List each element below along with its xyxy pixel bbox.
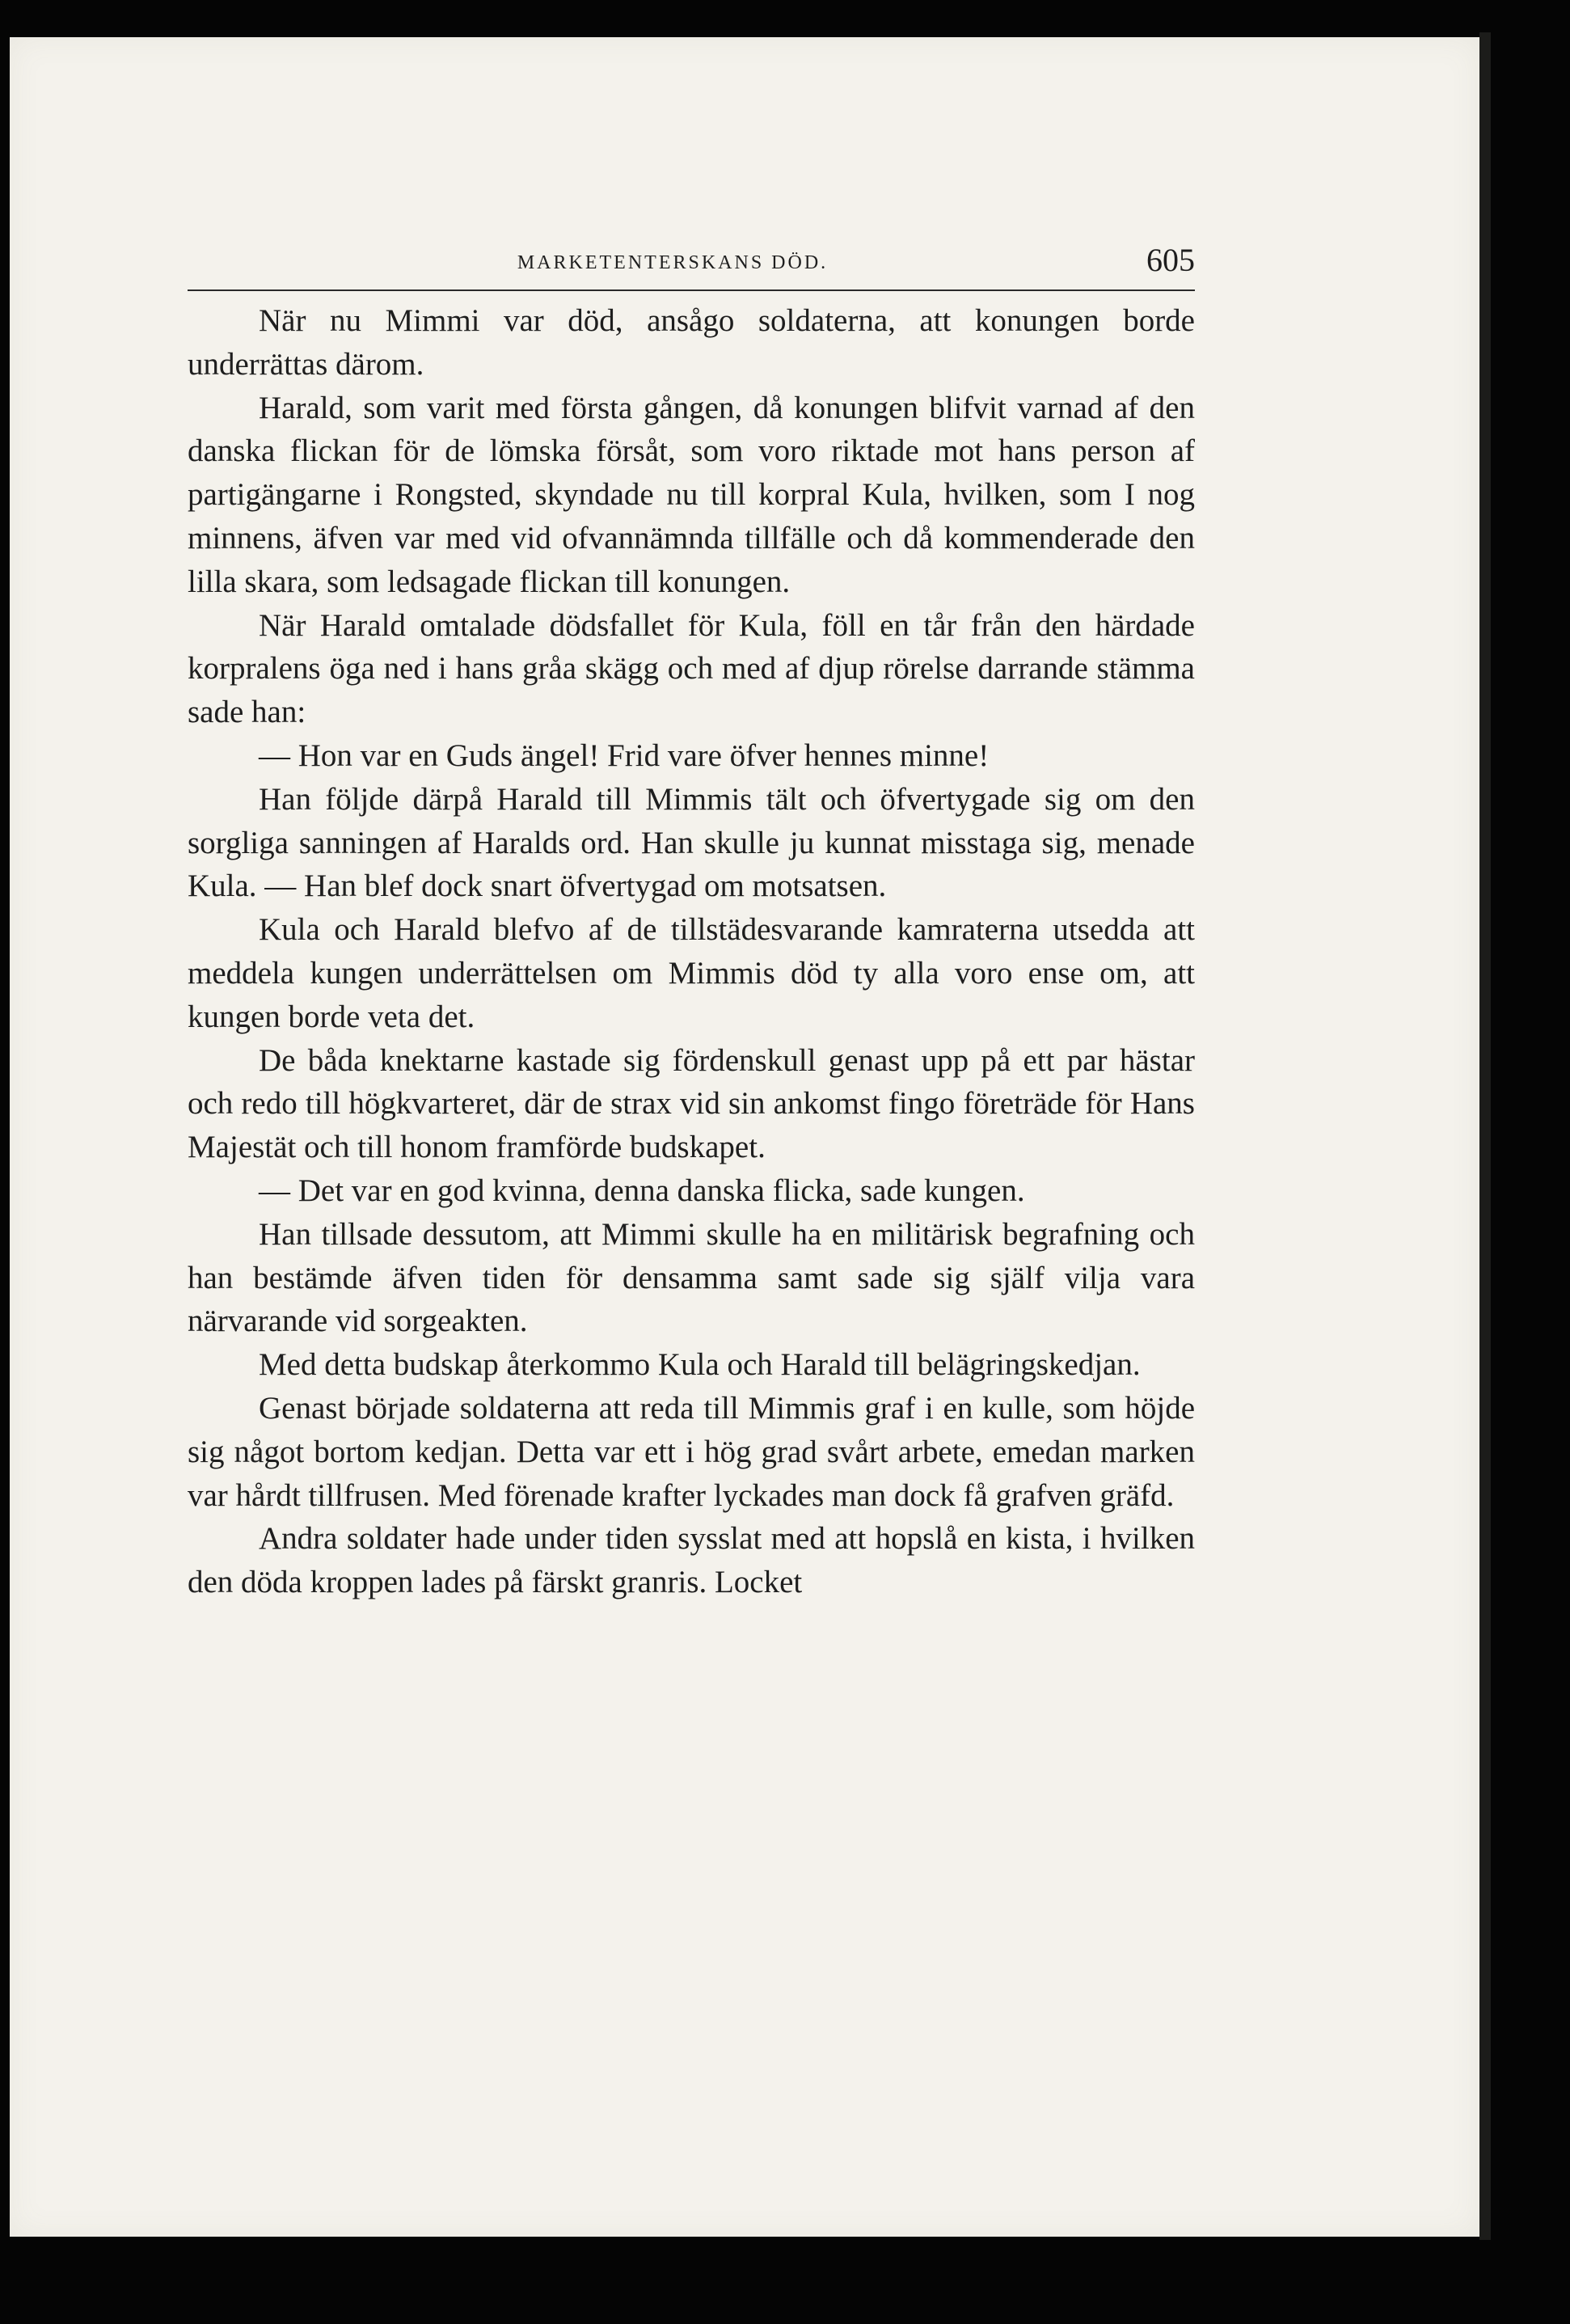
paragraph: Med detta budskap återkommo Kula och Harald till belägringskedjan. [259,1347,1141,1383]
paragraph: Andra soldater hade under tiden sysslat med att hopslå en kista, i hvilken den döda kroppen lades på färskt granris. Locket [188,1521,1195,1600]
body-text [188,299,1195,1604]
paragraph: När Harald omtalade dödsfallet för Kula, föll en tår från den härdade korpralens öga ned i hans gråa skägg och med af djup rörelse darrande stämma sade han: [188,607,1195,730]
paragraph: — Det var en god kvinna, denna danska flicka, sade kungen. [259,1173,1025,1208]
paragraph: Han följde därpå Harald till Mimmis tält och öfvertygade sig om den sorgliga sanningen af Haralds ord. Han skulle ju kunnat misstaga sig, menade Kula. — Han blef dock snart öfvertygad om motsatsen. [188,781,1195,904]
paragraph: När nu Mimmi var död, ansågo soldaterna, att konungen borde underrättas därom. [188,303,1195,382]
page-edge [1479,32,1491,2240]
paragraph: — Hon var en Guds ängel! Frid vare öfver hennes minne! [259,737,990,773]
header-rule [188,289,1195,291]
paragraph: Genast började soldaterna att reda till Mimmis graf i en kulle, som höjde sig något bortom kedjan. Detta var ett i hög grad svårt arbete, emedan marken var hårdt tillfrusen. Med förenade krafter lyckades man dock få grafven gräfd. [188,1390,1195,1513]
page-content [188,236,1195,1604]
running-head [188,236,1195,285]
page-number: 605 [1146,242,1195,278]
paragraph: Kula och Harald blefvo af de tillstädesvarande kamraterna utsedda att meddela kungen underrättelsen om Mimmis död ty alla voro ense om, att kungen borde veta det. [188,912,1195,1034]
paragraph: Han tillsade dessutom, att Mimmi skulle ha en militärisk begrafning och han bestämde äfven tiden för densamma samt sade sig själf vilja vara närvarande vid sorgeakten. [188,1216,1195,1339]
running-title: MARKETENTERSKANS DÖD. [517,252,829,273]
paragraph: De båda knektarne kastade sig fördenskull genast upp på ett par hästar och redo till högkvarteret, där de strax vid sin ankomst fingo företräde för Hans Majestät och till honom framförde budskapet. [188,1042,1195,1165]
paragraph: Harald, som varit med första gången, då konungen blifvit varnad af den danska flickan för de lömska försåt, som voro riktade mot hans person af partigängarne i Rongsted, skyndade nu till korpral Kula, hvilken, som I nog minnens, äfven var med vid ofvannämnda tillfälle och då kommenderade den lilla skara, som ledsagade flickan till konungen. [188,390,1195,599]
